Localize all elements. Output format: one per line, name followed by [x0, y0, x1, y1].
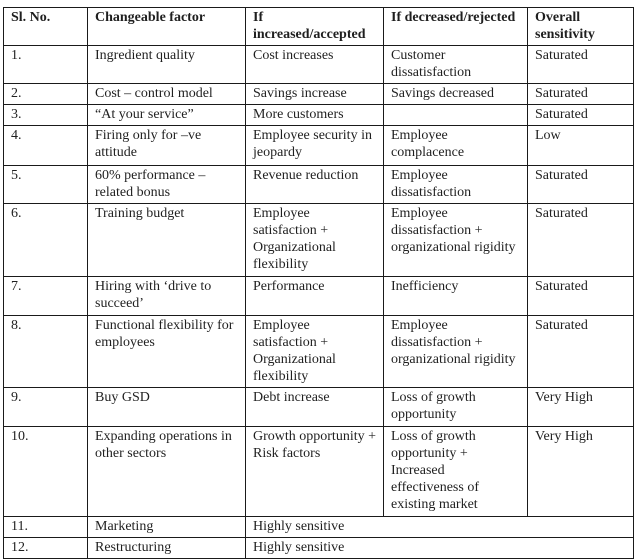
- cell-sl-no: 8.: [4, 316, 88, 388]
- table-row: [4, 427, 634, 517]
- table-row: [4, 204, 634, 277]
- cell-sl-no: 9.: [4, 388, 88, 427]
- cell-changeable-factor: Training budget: [88, 204, 246, 277]
- cell-overall-sensitivity: Very High: [528, 388, 634, 427]
- cell-sl-no: 3.: [4, 105, 88, 126]
- cell-if-increased: Debt increase: [246, 388, 384, 427]
- cell-sensitivity-merged: Highly sensitive: [246, 538, 634, 559]
- cell-sl-no: 1.: [4, 46, 88, 84]
- cell-if-increased: Employee satisfaction + Organizational flexibility: [246, 316, 384, 388]
- cell-if-decreased: Savings decreased: [384, 84, 528, 105]
- table-row: [4, 166, 634, 204]
- table-row: [4, 84, 634, 105]
- cell-changeable-factor: Functional flexibility for employees: [88, 316, 246, 388]
- cell-sl-no: 7.: [4, 277, 88, 316]
- cell-overall-sensitivity: Saturated: [528, 166, 634, 204]
- cell-if-decreased: Customer dissatisfaction: [384, 46, 528, 84]
- cell-if-increased: Revenue reduction: [246, 166, 384, 204]
- cell-if-decreased: Employee dissatisfaction + organizational rigidity: [384, 316, 528, 388]
- column-header-if-decreased: If decreased/rejected: [384, 8, 528, 46]
- cell-if-decreased: Loss of growth opportunity: [384, 388, 528, 427]
- cell-if-decreased: Employee dissatisfaction + organizational rigidity: [384, 204, 528, 277]
- cell-overall-sensitivity: Low: [528, 126, 634, 166]
- cell-if-increased: Cost increases: [246, 46, 384, 84]
- column-header-sl-no: Sl. No.: [4, 8, 88, 46]
- table-row: [4, 517, 634, 538]
- cell-if-increased: Employee security in jeopardy: [246, 126, 384, 166]
- cell-if-increased: Savings increase: [246, 84, 384, 105]
- cell-changeable-factor: Ingredient quality: [88, 46, 246, 84]
- cell-if-increased: Growth opportunity + Risk factors: [246, 427, 384, 517]
- cell-sl-no: 6.: [4, 204, 88, 277]
- cell-overall-sensitivity: Saturated: [528, 46, 634, 84]
- table-row: [4, 277, 634, 316]
- cell-changeable-factor: Buy GSD: [88, 388, 246, 427]
- sensitivity-analysis-table: [3, 7, 634, 559]
- cell-sl-no: 5.: [4, 166, 88, 204]
- cell-sensitivity-merged: Highly sensitive: [246, 517, 634, 538]
- table-header-row: [4, 8, 634, 46]
- cell-changeable-factor: Restructuring: [88, 538, 246, 559]
- cell-overall-sensitivity: Saturated: [528, 105, 634, 126]
- cell-if-increased: More customers: [246, 105, 384, 126]
- cell-if-decreased: Employee complacence: [384, 126, 528, 166]
- table-row: [4, 388, 634, 427]
- column-header-overall-sensitivity: Overall sensitivity: [528, 8, 634, 46]
- cell-changeable-factor: 60% performance – related bonus: [88, 166, 246, 204]
- table-row: [4, 46, 634, 84]
- table-row: [4, 316, 634, 388]
- cell-changeable-factor: Hiring with ‘drive to succeed’: [88, 277, 246, 316]
- cell-if-decreased: [384, 105, 528, 126]
- cell-overall-sensitivity: Saturated: [528, 84, 634, 105]
- cell-overall-sensitivity: Saturated: [528, 204, 634, 277]
- column-header-if-increased: If increased/accepted: [246, 8, 384, 46]
- cell-changeable-factor: Cost – control model: [88, 84, 246, 105]
- column-header-changeable-factor: Changeable factor: [88, 8, 246, 46]
- table-row: [4, 105, 634, 126]
- cell-sl-no: 4.: [4, 126, 88, 166]
- cell-overall-sensitivity: Saturated: [528, 277, 634, 316]
- cell-if-increased: Employee satisfaction + Organizational flexibility: [246, 204, 384, 277]
- table-row: [4, 126, 634, 166]
- cell-changeable-factor: Expanding operations in other sectors: [88, 427, 246, 517]
- cell-if-decreased: Employee dissatisfaction: [384, 166, 528, 204]
- cell-if-decreased: Loss of growth opportunity + Increased effectiveness of existing market: [384, 427, 528, 517]
- cell-changeable-factor: Firing only for –ve attitude: [88, 126, 246, 166]
- cell-if-increased: Performance: [246, 277, 384, 316]
- cell-changeable-factor: “At your service”: [88, 105, 246, 126]
- cell-sl-no: 10.: [4, 427, 88, 517]
- table-row: [4, 538, 634, 559]
- cell-sl-no: 2.: [4, 84, 88, 105]
- cell-overall-sensitivity: Very High: [528, 427, 634, 517]
- cell-overall-sensitivity: Saturated: [528, 316, 634, 388]
- cell-if-decreased: Inefficiency: [384, 277, 528, 316]
- cell-sl-no: 12.: [4, 538, 88, 559]
- cell-changeable-factor: Marketing: [88, 517, 246, 538]
- cell-sl-no: 11.: [4, 517, 88, 538]
